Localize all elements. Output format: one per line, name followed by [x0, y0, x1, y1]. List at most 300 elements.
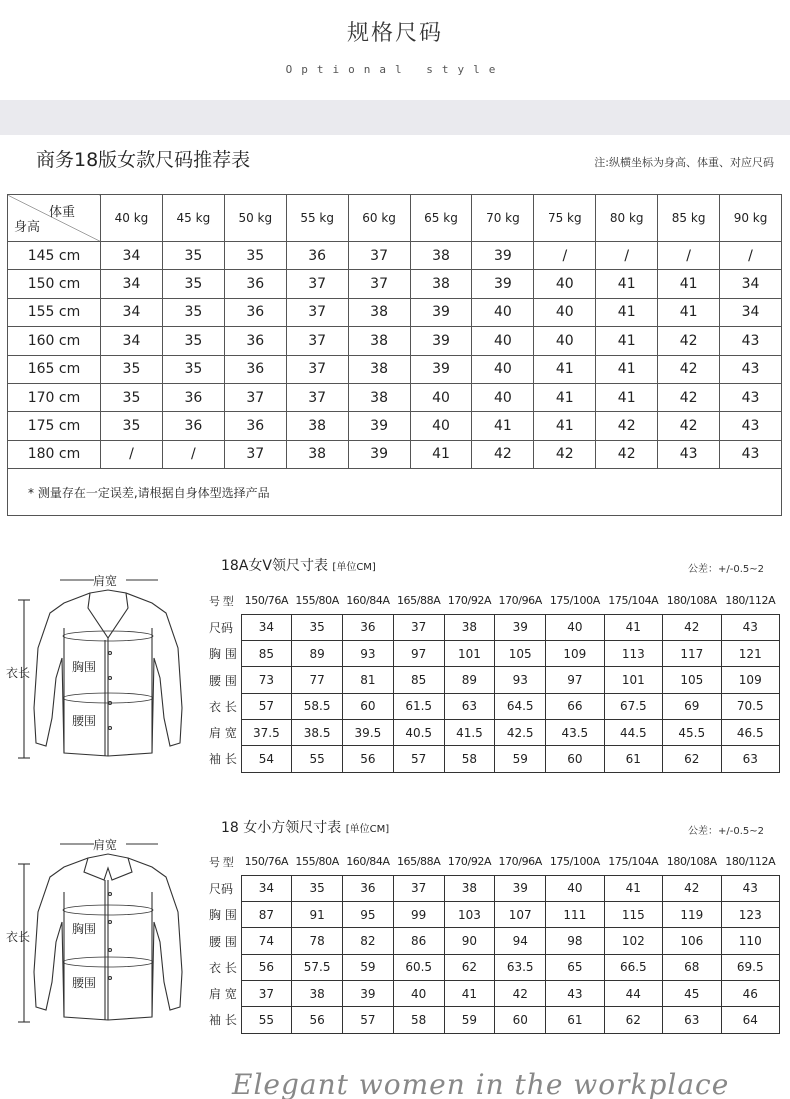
value-cell: 89 — [444, 667, 495, 693]
value-cell: 105 — [495, 641, 546, 667]
value-cell: 93 — [495, 667, 546, 693]
table-row — [205, 902, 780, 928]
size-header: 165/88A — [396, 594, 441, 608]
size-cell: 41 — [596, 383, 658, 411]
size-header-row — [205, 588, 780, 614]
value-cell: 99 — [393, 902, 444, 928]
size-header: 150/76A — [244, 855, 289, 869]
value-cell: 57 — [343, 1007, 394, 1033]
table-row — [205, 980, 780, 1006]
size-cell: 39 — [348, 412, 410, 440]
value-cell: 59 — [444, 1007, 495, 1033]
size-cell: 40 — [472, 327, 534, 355]
size-cell: 37 — [348, 270, 410, 298]
value-cell: 43 — [546, 980, 604, 1006]
value-cell: 43 — [721, 875, 780, 901]
value-cell: 91 — [292, 902, 343, 928]
size-cell: 39 — [410, 355, 472, 383]
size-cell: 40 — [410, 383, 472, 411]
value-cell: 68 — [663, 954, 721, 980]
value-cell: 64.5 — [495, 693, 546, 719]
waist-label: 腰围 — [72, 714, 97, 728]
shirt-outline-icon — [8, 832, 208, 1032]
footnote: * 测量存在一定误差,请根据自身体型选择产品 — [8, 469, 782, 516]
value-cell: 89 — [292, 641, 343, 667]
weight-header: 65 kg — [410, 195, 472, 242]
value-cell: 60.5 — [393, 954, 444, 980]
square-collar-unit: [单位CM] — [345, 824, 390, 835]
value-cell: 37 — [241, 980, 292, 1006]
size-cell: 35 — [162, 270, 224, 298]
size-cell: 42 — [596, 412, 658, 440]
value-cell: 74 — [241, 928, 292, 954]
size-cell: 43 — [720, 355, 782, 383]
value-cell: 34 — [241, 875, 292, 901]
value-cell: 60 — [343, 693, 394, 719]
size-header: 165/88A — [396, 855, 441, 869]
value-cell: 105 — [663, 667, 721, 693]
row-label: 衣 长 — [209, 960, 237, 975]
square-collar-shirt-diagram — [8, 832, 208, 1032]
value-cell: 42 — [663, 875, 721, 901]
row-label: 尺码 — [209, 620, 234, 635]
table-row — [8, 327, 782, 355]
value-cell: 82 — [343, 928, 394, 954]
size-cell: 43 — [720, 412, 782, 440]
value-cell: 38 — [444, 614, 495, 640]
value-cell: 36 — [343, 875, 394, 901]
square-collar-tolerance: 公差：+/-0.5~2 — [688, 826, 765, 837]
size-cell: 42 — [472, 440, 534, 468]
value-cell: 38.5 — [292, 719, 343, 745]
value-cell: 61 — [546, 1007, 604, 1033]
size-cell: 36 — [224, 270, 286, 298]
size-cell: 34 — [101, 242, 163, 270]
value-cell: 58.5 — [292, 693, 343, 719]
v-collar-size-table — [205, 588, 780, 773]
size-cell: 42 — [658, 327, 720, 355]
value-cell: 64 — [721, 1007, 780, 1033]
row-label: 袖 长 — [209, 1013, 237, 1028]
size-header: 170/92A — [447, 855, 492, 869]
weight-header: 60 kg — [348, 195, 410, 242]
size-cell: 42 — [534, 440, 596, 468]
size-cell: 38 — [410, 242, 472, 270]
size-cell: 41 — [658, 298, 720, 326]
size-cell: 41 — [534, 355, 596, 383]
value-cell: 55 — [292, 746, 343, 772]
size-cell: 35 — [101, 383, 163, 411]
value-cell: 57 — [241, 693, 292, 719]
v-collar-tolerance: 公差：+/-0.5~2 — [688, 564, 765, 575]
size-cell: 41 — [410, 440, 472, 468]
value-cell: 37 — [393, 875, 444, 901]
weight-header: 80 kg — [596, 195, 658, 242]
size-cell: 42 — [596, 440, 658, 468]
corner-header — [8, 195, 101, 242]
size-cell: / — [658, 242, 720, 270]
value-cell: 40.5 — [393, 719, 444, 745]
row-label: 腰 围 — [209, 673, 237, 688]
page-title: 规格尺码 — [346, 21, 443, 46]
table-row — [205, 614, 780, 640]
value-cell: 63.5 — [495, 954, 546, 980]
value-cell: 119 — [663, 902, 721, 928]
weight-header: 55 kg — [286, 195, 348, 242]
size-cell: / — [596, 242, 658, 270]
size-cell: 39 — [410, 298, 472, 326]
value-cell: 34 — [241, 614, 292, 640]
size-header: 180/112A — [725, 855, 776, 869]
size-cell: 42 — [658, 355, 720, 383]
value-cell: 57.5 — [292, 954, 343, 980]
size-cell: 41 — [596, 270, 658, 298]
size-cell: 41 — [472, 412, 534, 440]
shirt-outline-icon — [8, 568, 208, 768]
size-cell: 41 — [596, 327, 658, 355]
row-label: 袖 长 — [209, 752, 237, 767]
v-collar-unit: [单位CM] — [332, 562, 376, 573]
size-header: 150/76A — [244, 594, 289, 608]
value-cell: 43 — [721, 614, 780, 640]
size-cell: 39 — [348, 440, 410, 468]
size-cell: 40 — [410, 412, 472, 440]
value-cell: 102 — [604, 928, 662, 954]
value-cell: 86 — [393, 928, 444, 954]
value-cell: 58 — [444, 746, 495, 772]
size-cell: 40 — [534, 270, 596, 298]
size-header: 155/80A — [295, 855, 339, 869]
value-cell: 41 — [604, 875, 662, 901]
table-row — [8, 412, 782, 440]
weight-header: 75 kg — [534, 195, 596, 242]
size-cell: 37 — [286, 270, 348, 298]
size-cell: 34 — [101, 298, 163, 326]
value-cell: 41.5 — [444, 719, 495, 745]
size-cell: 40 — [534, 298, 596, 326]
value-cell: 77 — [292, 667, 343, 693]
value-cell: 109 — [546, 641, 604, 667]
size-cell: 37 — [286, 327, 348, 355]
height-axis-label: 身高 — [14, 220, 41, 235]
row-label: 腰 围 — [209, 934, 237, 949]
table-row — [8, 383, 782, 411]
value-cell: 44 — [604, 980, 662, 1006]
main-table-note: 注:纵横坐标为身高、体重、对应尺码 — [594, 156, 774, 169]
page-header — [0, 0, 790, 100]
value-cell: 103 — [444, 902, 495, 928]
row-label: 衣 长 — [209, 699, 237, 714]
value-cell: 46 — [721, 980, 780, 1006]
size-cell: 35 — [162, 355, 224, 383]
chest-label: 胸围 — [72, 660, 97, 674]
size-cell: 38 — [286, 412, 348, 440]
weight-header: 85 kg — [658, 195, 720, 242]
value-cell: 69 — [663, 693, 721, 719]
value-cell: 63 — [663, 1007, 721, 1033]
size-cell: 37 — [224, 440, 286, 468]
size-cell: 36 — [224, 327, 286, 355]
size-header: 180/112A — [725, 594, 776, 608]
table-row — [205, 1007, 780, 1033]
value-cell: 42 — [663, 614, 721, 640]
value-cell: 59 — [495, 746, 546, 772]
size-header-label: 号 型 — [209, 856, 234, 870]
value-cell: 107 — [495, 902, 546, 928]
value-cell: 87 — [241, 902, 292, 928]
row-label: 肩 宽 — [209, 987, 237, 1002]
size-cell: 38 — [348, 355, 410, 383]
value-cell: 39 — [495, 875, 546, 901]
value-cell: 40 — [546, 875, 604, 901]
size-cell: 39 — [472, 270, 534, 298]
value-cell: 39 — [343, 980, 394, 1006]
size-cell: 37 — [286, 298, 348, 326]
size-cell: 41 — [658, 270, 720, 298]
size-header-row — [205, 849, 780, 875]
value-cell: 61 — [604, 746, 662, 772]
footer-script-text: Elegant women in the workplace — [232, 1068, 730, 1099]
value-cell: 94 — [495, 928, 546, 954]
length-label: 衣长 — [6, 930, 31, 944]
size-cell: / — [101, 440, 163, 468]
value-cell: 121 — [721, 641, 780, 667]
value-cell: 37 — [393, 614, 444, 640]
height-cell: 180 cm — [8, 440, 101, 468]
size-header: 170/92A — [447, 594, 492, 608]
size-header: 160/84A — [346, 855, 390, 869]
size-cell: 40 — [472, 355, 534, 383]
height-cell: 150 cm — [8, 270, 101, 298]
v-collar-shirt-diagram — [8, 568, 208, 768]
value-cell: 81 — [343, 667, 394, 693]
value-cell: 55 — [241, 1007, 292, 1033]
value-cell: 56 — [343, 746, 394, 772]
weight-header: 45 kg — [162, 195, 224, 242]
square-collar-table-title — [221, 817, 389, 837]
size-header: 170/96A — [498, 855, 542, 869]
value-cell: 62 — [663, 746, 721, 772]
size-cell: 40 — [472, 383, 534, 411]
size-cell: 40 — [534, 327, 596, 355]
value-cell: 69.5 — [721, 954, 780, 980]
size-cell: 35 — [162, 298, 224, 326]
size-cell: 38 — [348, 383, 410, 411]
value-cell: 44.5 — [604, 719, 662, 745]
value-cell: 58 — [393, 1007, 444, 1033]
value-cell: 62 — [604, 1007, 662, 1033]
size-header: 175/100A — [549, 594, 600, 608]
main-table-title: 商务18版女款尺码推荐表 — [36, 149, 251, 171]
value-cell: 106 — [663, 928, 721, 954]
size-cell: 37 — [286, 383, 348, 411]
size-cell: 40 — [472, 298, 534, 326]
value-cell: 97 — [393, 641, 444, 667]
size-cell: 36 — [162, 383, 224, 411]
size-cell: 34 — [720, 270, 782, 298]
height-cell: 175 cm — [8, 412, 101, 440]
value-cell: 46.5 — [721, 719, 780, 745]
value-cell: 61.5 — [393, 693, 444, 719]
table-row — [205, 667, 780, 693]
value-cell: 66.5 — [604, 954, 662, 980]
table-row — [8, 355, 782, 383]
value-cell: 78 — [292, 928, 343, 954]
height-cell: 160 cm — [8, 327, 101, 355]
value-cell: 60 — [546, 746, 604, 772]
value-cell: 67.5 — [604, 693, 662, 719]
size-header: 180/108A — [666, 855, 717, 869]
weight-header: 90 kg — [720, 195, 782, 242]
size-cell: 39 — [472, 242, 534, 270]
value-cell: 45 — [663, 980, 721, 1006]
table-row — [205, 875, 780, 901]
size-cell: 42 — [658, 383, 720, 411]
value-cell: 93 — [343, 641, 394, 667]
size-header: 180/108A — [666, 594, 717, 608]
divider-band — [0, 100, 790, 135]
value-cell: 98 — [546, 928, 604, 954]
size-header: 170/96A — [498, 594, 542, 608]
size-cell: 34 — [101, 327, 163, 355]
value-cell: 65 — [546, 954, 604, 980]
value-cell: 73 — [241, 667, 292, 693]
value-cell: 111 — [546, 902, 604, 928]
size-header: 160/84A — [346, 594, 390, 608]
table-row — [205, 954, 780, 980]
value-cell: 63 — [444, 693, 495, 719]
square-collar-size-table — [205, 849, 780, 1034]
size-cell: 41 — [534, 412, 596, 440]
value-cell: 59 — [343, 954, 394, 980]
size-cell: 35 — [162, 327, 224, 355]
size-cell: 36 — [224, 412, 286, 440]
value-cell: 39 — [495, 614, 546, 640]
row-label: 肩 宽 — [209, 726, 237, 741]
weight-header: 40 kg — [101, 195, 163, 242]
value-cell: 41 — [604, 614, 662, 640]
size-cell: 36 — [162, 412, 224, 440]
size-recommendation-table — [7, 194, 782, 516]
weight-header: 50 kg — [224, 195, 286, 242]
height-cell: 155 cm — [8, 298, 101, 326]
value-cell: 117 — [663, 641, 721, 667]
value-cell: 66 — [546, 693, 604, 719]
size-cell: 41 — [596, 298, 658, 326]
value-cell: 63 — [721, 746, 780, 772]
value-cell: 54 — [241, 746, 292, 772]
size-cell: 38 — [348, 327, 410, 355]
value-cell: 35 — [292, 875, 343, 901]
size-cell: 43 — [658, 440, 720, 468]
size-cell: 36 — [286, 242, 348, 270]
value-cell: 115 — [604, 902, 662, 928]
length-label: 衣长 — [6, 666, 31, 680]
size-cell: / — [720, 242, 782, 270]
value-cell: 37.5 — [241, 719, 292, 745]
chest-label: 胸围 — [72, 922, 97, 936]
table-row — [205, 719, 780, 745]
size-header: 175/104A — [608, 594, 659, 608]
table-row — [8, 270, 782, 298]
size-header-label: 号 型 — [209, 595, 234, 609]
height-cell: 145 cm — [8, 242, 101, 270]
table-row — [205, 746, 780, 772]
size-cell: 35 — [101, 412, 163, 440]
shoulder-width-label: 肩宽 — [93, 838, 118, 852]
size-header: 175/104A — [608, 855, 659, 869]
value-cell: 123 — [721, 902, 780, 928]
value-cell: 101 — [444, 641, 495, 667]
size-cell: 34 — [101, 270, 163, 298]
size-cell: 43 — [720, 327, 782, 355]
size-cell: 43 — [720, 440, 782, 468]
table-row — [205, 693, 780, 719]
size-cell: 38 — [286, 440, 348, 468]
table-footnote-row — [8, 469, 782, 516]
size-cell: 35 — [101, 355, 163, 383]
row-label: 尺码 — [209, 881, 234, 896]
size-cell: 35 — [224, 242, 286, 270]
value-cell: 62 — [444, 954, 495, 980]
value-cell: 56 — [292, 1007, 343, 1033]
table-row — [205, 928, 780, 954]
size-cell: 38 — [410, 270, 472, 298]
size-cell: 42 — [658, 412, 720, 440]
value-cell: 56 — [241, 954, 292, 980]
table-row — [8, 298, 782, 326]
value-cell: 40 — [393, 980, 444, 1006]
value-cell: 97 — [546, 667, 604, 693]
value-cell: 42 — [495, 980, 546, 1006]
value-cell: 40 — [546, 614, 604, 640]
value-cell: 43.5 — [546, 719, 604, 745]
size-cell: 38 — [348, 298, 410, 326]
size-cell: / — [162, 440, 224, 468]
value-cell: 90 — [444, 928, 495, 954]
height-cell: 170 cm — [8, 383, 101, 411]
value-cell: 45.5 — [663, 719, 721, 745]
value-cell: 39.5 — [343, 719, 394, 745]
value-cell: 38 — [292, 980, 343, 1006]
size-cell: / — [534, 242, 596, 270]
value-cell: 35 — [292, 614, 343, 640]
size-cell: 37 — [286, 355, 348, 383]
page-subtitle: Optional style — [285, 63, 505, 76]
weight-header: 70 kg — [472, 195, 534, 242]
table-row — [205, 641, 780, 667]
value-cell: 60 — [495, 1007, 546, 1033]
size-header: 175/100A — [549, 855, 600, 869]
size-cell: 35 — [162, 242, 224, 270]
value-cell: 57 — [393, 746, 444, 772]
value-cell: 95 — [343, 902, 394, 928]
size-cell: 37 — [348, 242, 410, 270]
size-cell: 41 — [534, 383, 596, 411]
value-cell: 101 — [604, 667, 662, 693]
value-cell: 110 — [721, 928, 780, 954]
value-cell: 85 — [241, 641, 292, 667]
value-cell: 41 — [444, 980, 495, 1006]
size-cell: 39 — [410, 327, 472, 355]
size-header: 155/80A — [295, 594, 339, 608]
row-label: 胸 围 — [209, 908, 237, 923]
size-cell: 36 — [224, 355, 286, 383]
size-cell: 41 — [596, 355, 658, 383]
value-cell: 113 — [604, 641, 662, 667]
value-cell: 38 — [444, 875, 495, 901]
square-collar-title-text: 18 女小方领尺寸表 — [221, 820, 342, 836]
